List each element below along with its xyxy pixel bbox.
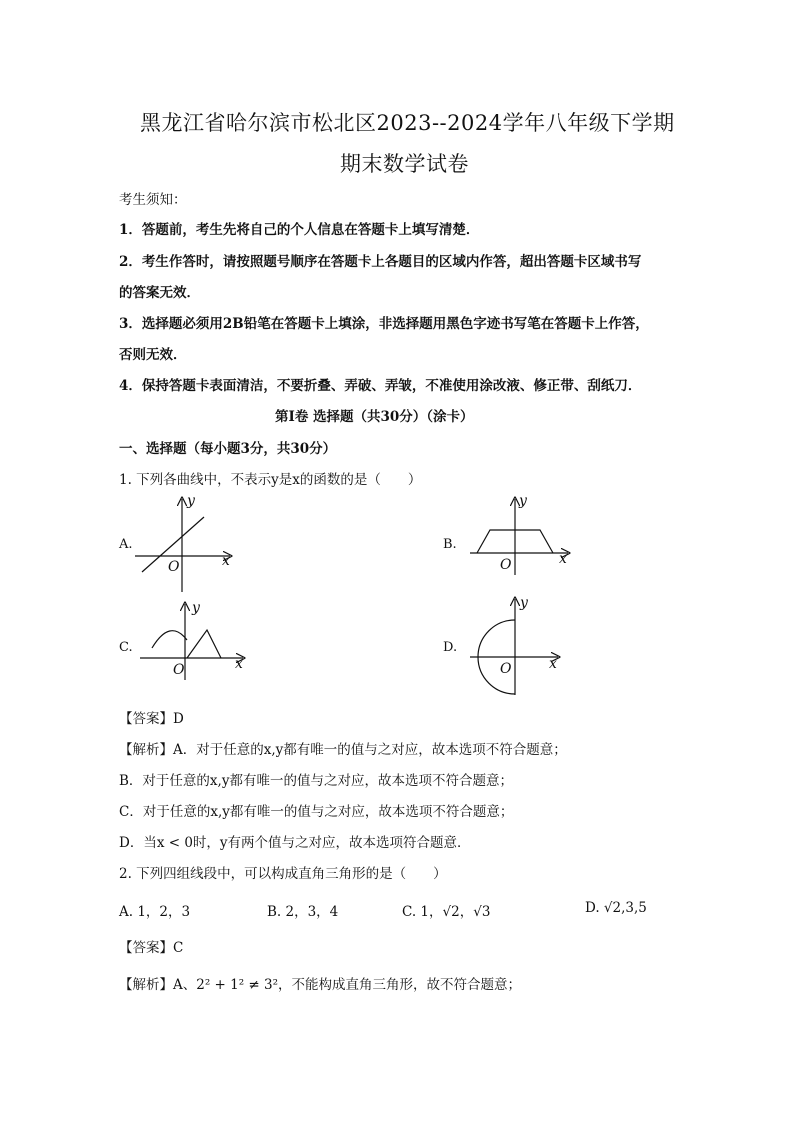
notice-item-3b: 否则无效． bbox=[119, 347, 187, 363]
graph-d-y-label: y bbox=[520, 595, 528, 611]
q2-option-c: C. 1，√2，√3 bbox=[402, 904, 491, 920]
q1-stem: 1. 下列各曲线中，不表示y是x的函数的是（ ） bbox=[119, 472, 422, 488]
q1-answer: 【答案】D bbox=[119, 711, 184, 727]
notice-item-2b: 的答案无效． bbox=[119, 285, 200, 301]
notice-item-2a: 2．考生作答时，请按照题号顺序在答题卡上各题目的区域内作答，超出答题卡区域书写 bbox=[119, 254, 642, 270]
q2-answer: 【答案】C bbox=[119, 940, 184, 956]
q2-option-d: D. √2,3,5 bbox=[585, 900, 647, 916]
graph-d-origin-label: O bbox=[500, 661, 512, 677]
graph-a-origin-label: O bbox=[168, 559, 180, 575]
graph-a-x-label: x bbox=[222, 553, 230, 569]
q1-graph-b bbox=[465, 495, 575, 595]
graph-b-origin-label: O bbox=[500, 557, 512, 573]
q1-graph-c bbox=[135, 600, 250, 690]
q1-graph-d bbox=[465, 595, 575, 700]
q1-analysis-c: C．对于任意的x,y都有唯一的值与之对应，故本选项不符合题意； bbox=[119, 804, 514, 820]
notice-item-4: 4．保持答题卡表面清洁，不要折叠、弄破、弄皱，不准使用涂改液、修正带、刮纸刀． bbox=[119, 378, 642, 394]
graph-d-x-label: x bbox=[549, 656, 557, 672]
q1-analysis-d: D．当x < 0时，y有两个值与之对应，故本选项符合题意． bbox=[119, 835, 471, 851]
q2-analysis: 【解析】A、2² + 1² ≠ 3²，不能构成直角三角形，故不符合题意； bbox=[119, 977, 522, 993]
notice-item-1: 1．答题前，考生先将自己的个人信息在答题卡上填写清楚． bbox=[119, 222, 480, 238]
part1-heading: 第Ⅰ卷 选择题（共30分）（涂卡） bbox=[275, 409, 474, 425]
notice-item-3a: 3．选择题必须用2B铅笔在答题卡上填涂，非选择题用黑色字迹书写笔在答题卡上作答， bbox=[119, 316, 649, 332]
q2-option-a: A. 1，2，3 bbox=[119, 904, 191, 920]
title-line-2: 期末数学试卷 bbox=[340, 152, 469, 176]
q1-option-c-label: C. bbox=[119, 640, 133, 655]
q2-option-b: B. 2，3，4 bbox=[267, 904, 339, 920]
q1-option-d-label: D. bbox=[443, 640, 458, 655]
q1-analysis-b: B．对于任意的x,y都有唯一的值与之对应，故本选项不符合题意； bbox=[119, 773, 513, 789]
graph-b-y-label: y bbox=[519, 493, 527, 509]
graph-c-x-label: x bbox=[235, 656, 243, 672]
q2-stem: 2. 下列四组线段中，可以构成直角三角形的是（ ） bbox=[119, 866, 447, 882]
q1-option-a-label: A. bbox=[119, 537, 133, 552]
notice-heading: 考生须知： bbox=[119, 192, 187, 208]
graph-a-y-label: y bbox=[187, 493, 195, 509]
q1-analysis-a: 【解析】A．对于任意的x,y都有唯一的值与之对应，故本选项不符合题意； bbox=[119, 742, 567, 758]
q1-option-b-label: B. bbox=[443, 537, 457, 552]
section1-heading: 一、选择题（每小题3分，共30分） bbox=[119, 441, 337, 457]
graph-b-x-label: x bbox=[559, 551, 567, 567]
graph-c-origin-label: O bbox=[173, 662, 185, 678]
graph-c-y-label: y bbox=[192, 600, 200, 616]
title-line-1: 黑龙江省哈尔滨市松北区2023--2024学年八年级下学期 bbox=[140, 111, 675, 135]
q1-graph-a bbox=[130, 495, 240, 595]
